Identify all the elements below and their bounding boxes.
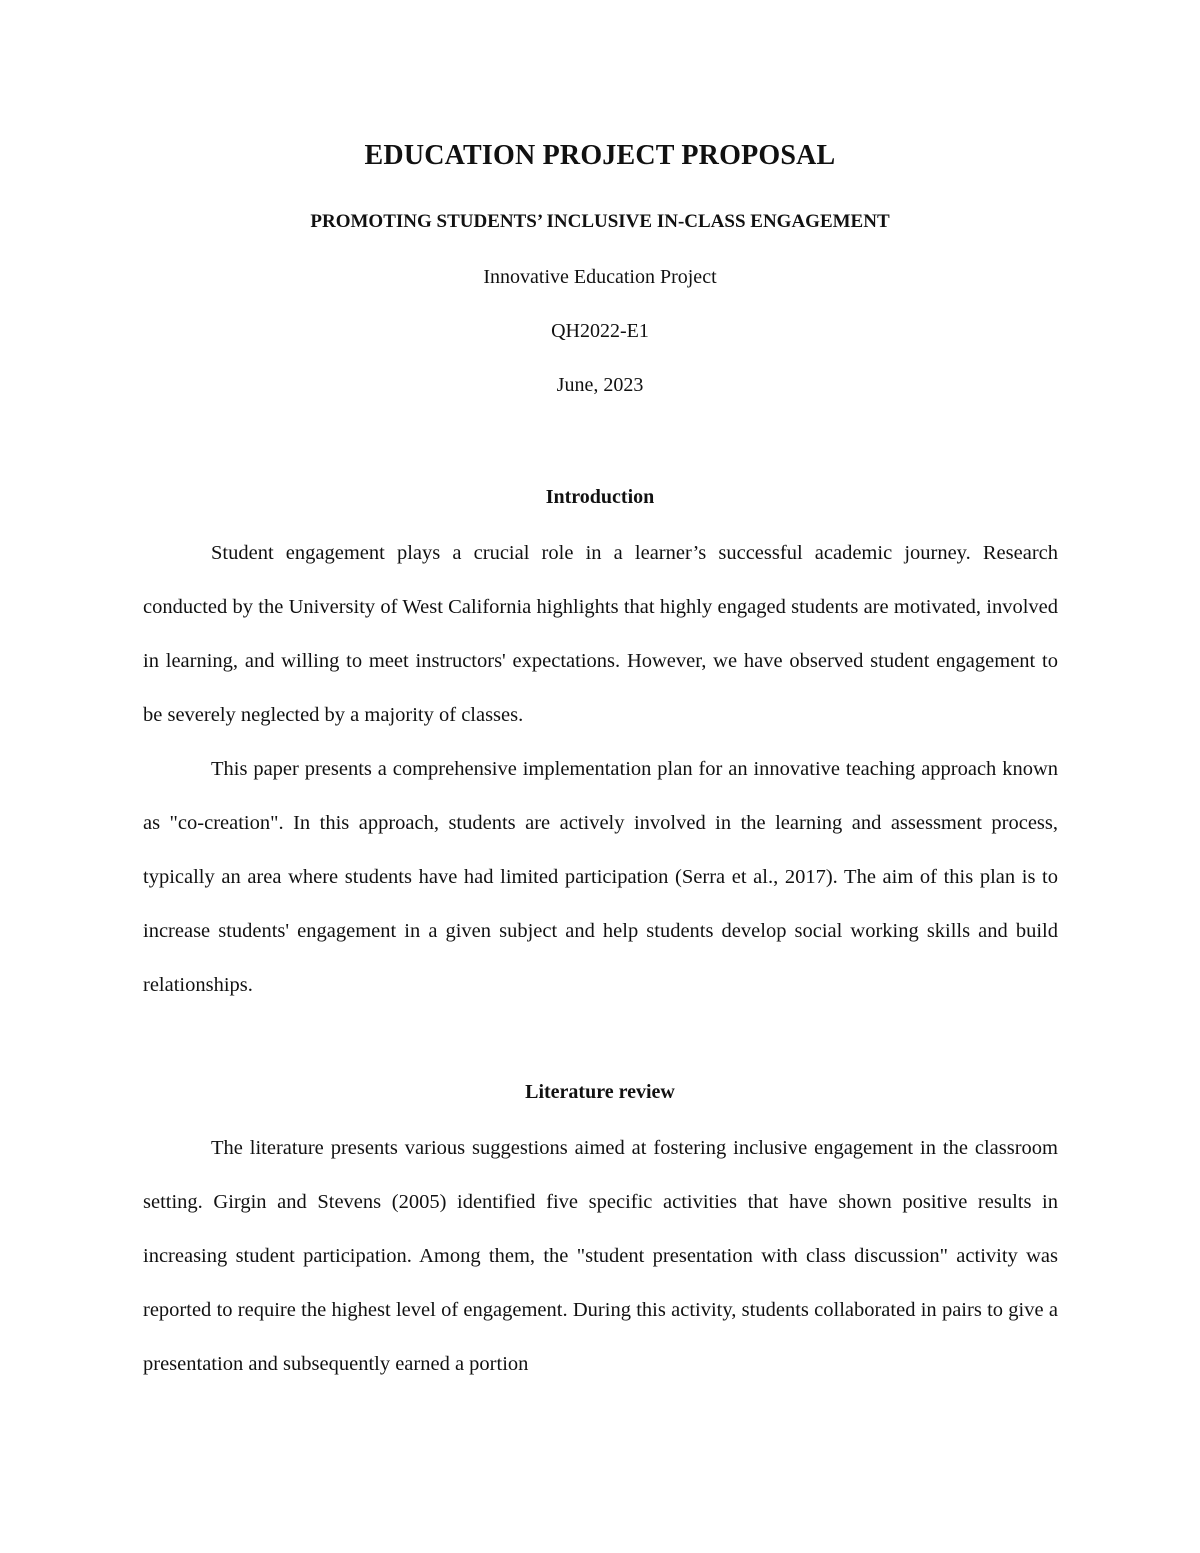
section-heading-literature-review: Literature review <box>525 1081 675 1103</box>
introduction-paragraph: Student engagement plays a crucial role in a learner’s successful academic journey. Research conducted by the University of West California highlights that highly engaged students are motivated, involved in learning, and willing to meet instructors' expectations. However, we have observed student engagement to be severely neglected by a majority of classes. <box>143 542 1058 726</box>
introduction-paragraph: This paper presents a comprehensive implementation plan for an innovative teaching approach known as "co-creation". In this approach, students are actively involved in the learning and assessment process, typically an area where students have had limited participation (Serra et al., 2017). The aim of this plan is to increase students' engagement in a given subject and help students develop social working skills and build relationships. <box>143 758 1058 996</box>
literature-review-paragraph: The literature presents various suggestions aimed at fostering inclusive engagement in the classroom setting. Girgin and Stevens (2005) identified five specific activities that have shown positive results in increasing student participation. Among them, the "student presentation with class discussion" activity was reported to require the highest level of engagement. During this activity, students collaborated in pairs to give a presentation and subsequently earned a portion <box>143 1137 1058 1375</box>
section-heading-introduction: Introduction <box>545 486 655 508</box>
document-title: EDUCATION PROJECT PROPOSAL <box>364 140 836 171</box>
project-code: QH2022-E1 <box>551 320 649 342</box>
program-name: Innovative Education Project <box>483 266 717 288</box>
document-date: June, 2023 <box>556 374 644 396</box>
document-subtitle: PROMOTING STUDENTS’ INCLUSIVE IN-CLASS ENGAGEMENT <box>310 211 890 232</box>
